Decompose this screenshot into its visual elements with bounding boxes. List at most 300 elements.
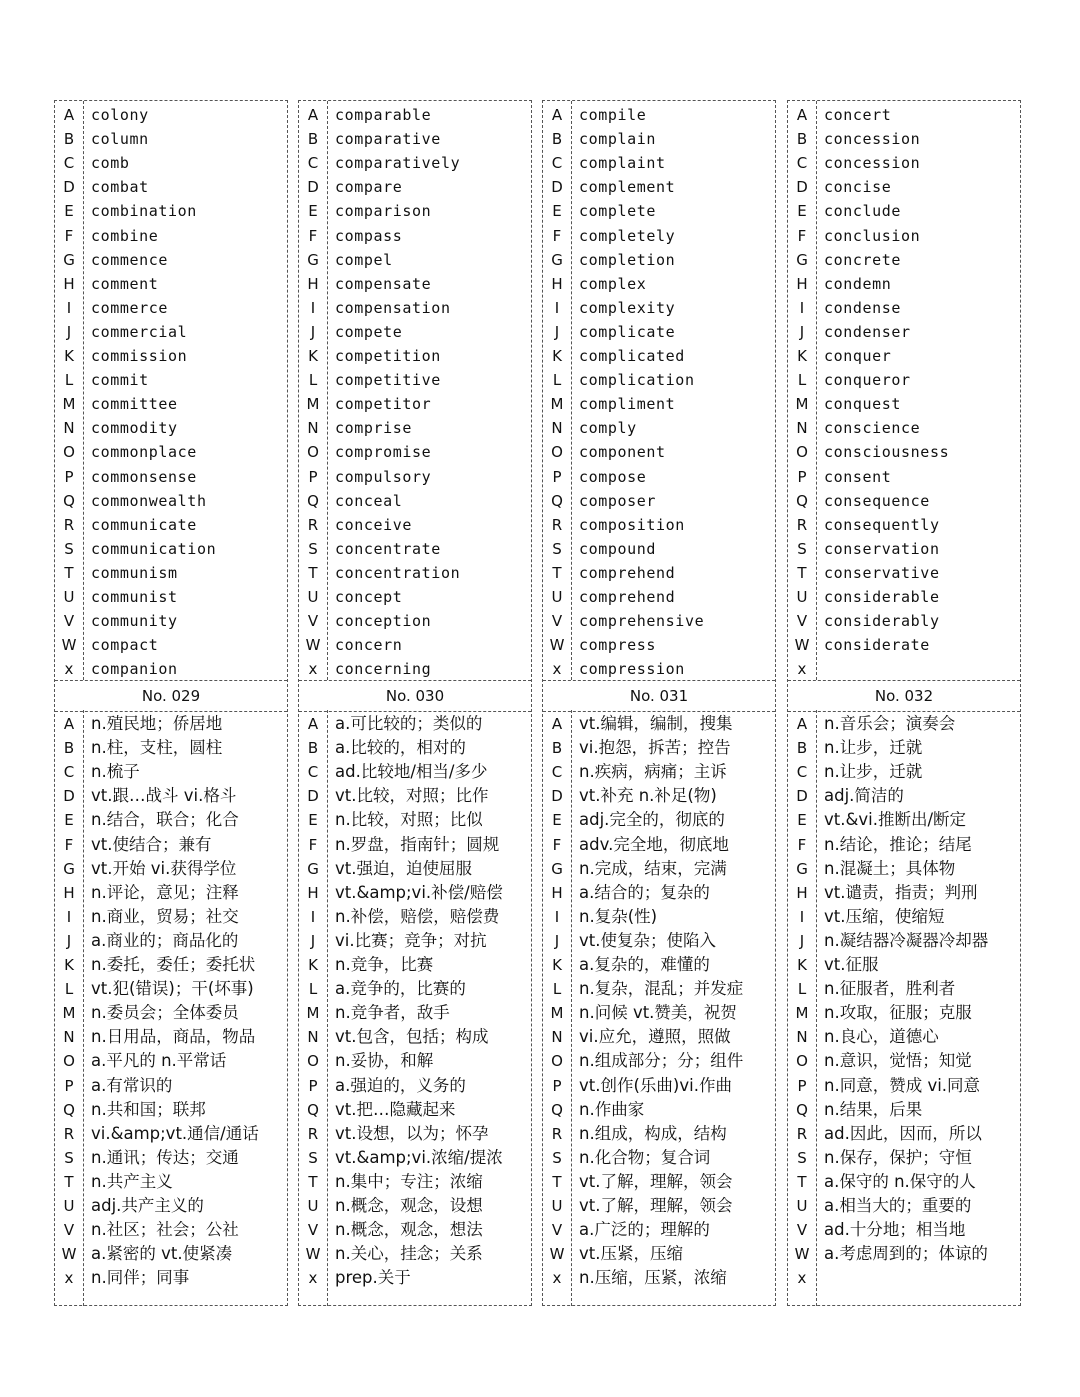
row-letter: T bbox=[552, 563, 562, 582]
word-row bbox=[299, 320, 531, 344]
definition-row bbox=[55, 881, 287, 905]
word-row bbox=[55, 633, 287, 657]
word-row bbox=[543, 272, 775, 296]
english-word: complaint bbox=[579, 154, 666, 173]
row-letter: K bbox=[552, 347, 562, 365]
row-letter: F bbox=[308, 835, 318, 854]
word-row bbox=[788, 151, 1020, 175]
row-letter: B bbox=[63, 739, 75, 758]
row-letter: I bbox=[66, 907, 72, 926]
english-word: concession bbox=[824, 130, 921, 149]
definition-row bbox=[543, 1074, 775, 1098]
chinese-definition: n.压缩，压紧，浓缩 bbox=[579, 1268, 727, 1288]
row-letter: E bbox=[308, 202, 318, 221]
row-letter: N bbox=[796, 1028, 808, 1047]
row-letter: D bbox=[63, 178, 75, 197]
definition-list bbox=[299, 710, 531, 1306]
row-letter: C bbox=[551, 154, 563, 173]
word-row bbox=[55, 103, 287, 127]
row-letter: S bbox=[308, 1148, 318, 1167]
definition-row bbox=[299, 784, 531, 808]
english-word: comparatively bbox=[335, 154, 461, 173]
row-letter: A bbox=[796, 715, 808, 733]
english-word: commission bbox=[91, 347, 188, 365]
row-letter: N bbox=[307, 1028, 319, 1047]
english-word: compression bbox=[579, 660, 685, 679]
english-word: compliment bbox=[579, 395, 676, 414]
row-letter: T bbox=[64, 563, 74, 582]
english-word: concentrate bbox=[335, 539, 441, 558]
definition-row bbox=[543, 1098, 775, 1122]
row-letter: G bbox=[551, 859, 563, 878]
english-word: combat bbox=[91, 178, 149, 197]
word-row bbox=[788, 657, 1020, 681]
row-letter: T bbox=[797, 563, 807, 582]
english-word: concession bbox=[824, 154, 921, 173]
row-letter: V bbox=[551, 612, 563, 631]
definition-row bbox=[55, 712, 287, 736]
definition-list bbox=[788, 710, 1020, 1306]
row-letter: P bbox=[552, 1076, 562, 1095]
english-word: commonsense bbox=[91, 467, 197, 486]
word-row bbox=[788, 561, 1020, 585]
row-letter: F bbox=[552, 835, 562, 854]
chinese-definition: a.强迫的，义务的 bbox=[335, 1075, 466, 1095]
row-letter: P bbox=[64, 1076, 74, 1095]
english-word: consequence bbox=[824, 491, 930, 510]
row-letter: O bbox=[63, 443, 75, 462]
definition-row bbox=[55, 1025, 287, 1049]
definition-row bbox=[299, 1122, 531, 1146]
chinese-definition: n.日用品，商品，物品 bbox=[91, 1027, 256, 1047]
chinese-definition: a.比较的，相对的 bbox=[335, 738, 466, 758]
english-word: compel bbox=[335, 250, 393, 269]
word-row bbox=[299, 224, 531, 248]
row-letter: I bbox=[799, 907, 805, 926]
chinese-definition: n.商业，贸易；社交 bbox=[91, 906, 239, 926]
row-letter: A bbox=[551, 715, 563, 733]
word-row bbox=[55, 127, 287, 151]
word-row bbox=[299, 657, 531, 681]
chinese-definition: n.同伴；同事 bbox=[91, 1268, 190, 1288]
chinese-definition: n.集中；专注；浓缩 bbox=[335, 1171, 483, 1191]
chinese-definition: vt.&amp;vi.补偿/赔偿 bbox=[335, 882, 503, 902]
english-word: comprise bbox=[335, 419, 413, 438]
word-row bbox=[788, 585, 1020, 609]
word-row bbox=[299, 127, 531, 151]
chinese-definition: n.竞争者，敌手 bbox=[335, 1003, 450, 1023]
definition-row bbox=[543, 808, 775, 832]
word-row bbox=[543, 465, 775, 489]
word-row bbox=[55, 489, 287, 513]
chinese-definition: n.征服者，胜利者 bbox=[824, 979, 956, 999]
definition-row bbox=[788, 833, 1020, 857]
definition-row bbox=[55, 905, 287, 929]
row-letter: R bbox=[307, 515, 319, 534]
definition-row bbox=[299, 736, 531, 760]
row-letter: D bbox=[63, 787, 75, 806]
panel-number: No. 032 bbox=[788, 680, 1020, 712]
word-row bbox=[543, 344, 775, 368]
english-word: component bbox=[579, 443, 666, 462]
word-row bbox=[543, 127, 775, 151]
chinese-definition: vt.补充 n.补足(物) bbox=[579, 786, 717, 806]
english-word: commercial bbox=[91, 322, 188, 341]
chinese-definition: n.结果，后果 bbox=[824, 1099, 923, 1119]
chinese-definition: n.比较，对照；比似 bbox=[335, 810, 483, 830]
chinese-definition: vt.犯(错误)；干(坏事) bbox=[91, 979, 254, 999]
english-word: competition bbox=[335, 347, 441, 365]
definition-row bbox=[543, 833, 775, 857]
english-word: comment bbox=[91, 274, 159, 293]
definition-row bbox=[788, 1098, 1020, 1122]
row-letter: R bbox=[63, 1124, 75, 1143]
definition-row bbox=[299, 760, 531, 784]
vocab-panel bbox=[298, 100, 532, 1306]
definition-row bbox=[788, 881, 1020, 905]
word-row bbox=[299, 175, 531, 199]
definition-row bbox=[55, 1049, 287, 1073]
english-word: concise bbox=[824, 178, 892, 197]
definition-row bbox=[788, 929, 1020, 953]
chinese-definition: n.社区；社会；公社 bbox=[91, 1220, 239, 1240]
english-word: considerable bbox=[824, 588, 940, 606]
definition-row bbox=[788, 736, 1020, 760]
row-letter: O bbox=[551, 1052, 563, 1071]
row-letter: H bbox=[551, 274, 563, 293]
english-word: community bbox=[91, 612, 178, 631]
row-letter: L bbox=[552, 371, 562, 390]
word-row bbox=[55, 224, 287, 248]
row-letter: C bbox=[63, 154, 75, 173]
definition-row bbox=[788, 760, 1020, 784]
english-word: compose bbox=[579, 467, 647, 486]
english-word: compensate bbox=[335, 274, 432, 293]
row-letter: S bbox=[552, 1148, 562, 1167]
row-letter: I bbox=[554, 907, 560, 926]
english-word: concentration bbox=[335, 563, 461, 582]
word-row bbox=[299, 368, 531, 392]
chinese-definition: n.意识，觉悟；知觉 bbox=[824, 1051, 972, 1071]
row-letter: H bbox=[796, 883, 808, 902]
chinese-definition: n.通讯；传达；交通 bbox=[91, 1147, 239, 1167]
row-letter: O bbox=[796, 1052, 808, 1071]
word-row bbox=[55, 465, 287, 489]
chinese-definition: n.复杂(性) bbox=[579, 906, 658, 926]
chinese-definition: a.平凡的 n.平常话 bbox=[91, 1051, 227, 1071]
word-row bbox=[55, 151, 287, 175]
english-word: commence bbox=[91, 250, 169, 269]
definition-row bbox=[788, 712, 1020, 736]
row-letter: D bbox=[796, 178, 808, 197]
row-letter: T bbox=[308, 1172, 318, 1191]
word-row bbox=[543, 585, 775, 609]
vocab-panel bbox=[542, 100, 776, 1306]
english-word: complex bbox=[579, 274, 647, 293]
chinese-definition: n.组成，构成，结构 bbox=[579, 1123, 727, 1143]
chinese-definition: n.妥协，和解 bbox=[335, 1051, 434, 1071]
english-word: communication bbox=[91, 539, 217, 558]
chinese-definition: n.关心，挂念；关系 bbox=[335, 1244, 483, 1264]
row-letter: C bbox=[796, 763, 808, 782]
english-word: commonplace bbox=[91, 443, 197, 462]
chinese-definition: n.音乐会；演奏会 bbox=[824, 714, 956, 733]
definition-row bbox=[543, 784, 775, 808]
english-word: companion bbox=[91, 660, 178, 679]
english-word: concert bbox=[824, 106, 892, 124]
definition-row bbox=[543, 1242, 775, 1266]
row-letter: I bbox=[310, 298, 316, 317]
row-letter: W bbox=[794, 1245, 810, 1264]
row-letter: I bbox=[66, 298, 72, 317]
chinese-definition: adv.完全地，彻底地 bbox=[579, 834, 729, 854]
chinese-definition: adj.简洁的 bbox=[824, 786, 904, 806]
row-letter: J bbox=[799, 931, 805, 950]
english-word: communism bbox=[91, 563, 178, 582]
definition-row bbox=[299, 1049, 531, 1073]
chinese-definition: vt.跟…战斗 vi.格斗 bbox=[91, 786, 237, 806]
row-letter: P bbox=[797, 467, 807, 486]
row-letter: O bbox=[63, 1052, 75, 1071]
word-row bbox=[55, 344, 287, 368]
word-row bbox=[543, 296, 775, 320]
definition-row bbox=[55, 1194, 287, 1218]
word-row bbox=[55, 296, 287, 320]
chinese-definition: n.凝结器冷凝器冷却器 bbox=[824, 930, 989, 950]
chinese-definition: n.良心，道德心 bbox=[824, 1027, 939, 1047]
row-letter: I bbox=[554, 298, 560, 317]
definition-row bbox=[543, 1122, 775, 1146]
english-word: column bbox=[91, 130, 149, 149]
definition-row bbox=[543, 1049, 775, 1073]
chinese-definition: n.完成，结束，完满 bbox=[579, 858, 727, 878]
row-letter: E bbox=[552, 811, 562, 830]
row-letter: V bbox=[63, 612, 75, 631]
definition-row bbox=[299, 977, 531, 1001]
definition-row bbox=[299, 857, 531, 881]
english-word: conquer bbox=[824, 347, 892, 365]
english-word: compass bbox=[335, 226, 403, 245]
english-word: commonwealth bbox=[91, 491, 207, 510]
chinese-definition: n.竞争，比赛 bbox=[335, 955, 434, 974]
row-letter: B bbox=[551, 739, 563, 758]
english-word: consequently bbox=[824, 515, 940, 534]
english-word: committee bbox=[91, 395, 178, 414]
vocab-panel bbox=[54, 100, 288, 1306]
english-word: completion bbox=[579, 250, 676, 269]
row-letter: D bbox=[551, 178, 563, 197]
row-letter: S bbox=[797, 1148, 807, 1167]
row-letter: E bbox=[797, 202, 807, 221]
definition-row bbox=[543, 881, 775, 905]
chinese-definition: ad.十分地；相当地 bbox=[824, 1220, 966, 1240]
row-letter: M bbox=[795, 395, 809, 414]
english-word: concerning bbox=[335, 660, 432, 679]
chinese-definition: a.可比较的；类似的 bbox=[335, 714, 483, 733]
word-row bbox=[788, 489, 1020, 513]
word-row bbox=[55, 175, 287, 199]
english-word: conscience bbox=[824, 419, 921, 438]
chinese-definition: n.攻取，征服；克服 bbox=[824, 1003, 972, 1023]
row-letter: F bbox=[797, 835, 807, 854]
word-row bbox=[299, 609, 531, 633]
row-letter: V bbox=[307, 612, 319, 631]
panel-number: No. 031 bbox=[543, 680, 775, 712]
row-letter: U bbox=[63, 588, 75, 606]
definition-row bbox=[788, 953, 1020, 977]
chinese-definition: a.紧密的 vt.使紧凑 bbox=[91, 1244, 233, 1264]
definition-row bbox=[55, 1242, 287, 1266]
chinese-definition: n.复杂，混乱；并发症 bbox=[579, 979, 744, 999]
word-row bbox=[788, 199, 1020, 223]
english-word: compile bbox=[579, 106, 647, 124]
english-word: conqueror bbox=[824, 371, 911, 390]
row-letter: W bbox=[305, 636, 321, 655]
word-row bbox=[788, 127, 1020, 151]
english-word: complexity bbox=[579, 298, 676, 317]
word-row bbox=[55, 368, 287, 392]
row-letter: S bbox=[308, 539, 318, 558]
chinese-definition: n.概念，观念，想法 bbox=[335, 1220, 483, 1240]
word-row bbox=[299, 465, 531, 489]
english-word: competitor bbox=[335, 395, 432, 414]
chinese-definition: n.委托，委任；委托状 bbox=[91, 955, 256, 974]
chinese-definition: vt.设想，以为；怀孕 bbox=[335, 1123, 489, 1143]
row-letter: N bbox=[63, 419, 75, 438]
chinese-definition: n.委员会；全体委员 bbox=[91, 1003, 239, 1023]
english-word: comparative bbox=[335, 130, 441, 149]
word-row bbox=[55, 537, 287, 561]
definition-row bbox=[55, 1122, 287, 1146]
definition-row bbox=[55, 1001, 287, 1025]
row-letter: Q bbox=[307, 1100, 319, 1119]
chinese-definition: vi.抱怨，拆苦；控告 bbox=[579, 738, 731, 758]
english-word: compare bbox=[335, 178, 403, 197]
chinese-definition: adj.完全的，彻底的 bbox=[579, 810, 725, 830]
word-row bbox=[543, 633, 775, 657]
word-row bbox=[543, 609, 775, 633]
row-letter: U bbox=[796, 1197, 808, 1215]
definition-row bbox=[543, 929, 775, 953]
english-word: complete bbox=[579, 202, 657, 221]
row-letter: P bbox=[308, 467, 318, 486]
chinese-definition: vt.把…隐藏起来 bbox=[335, 1099, 456, 1119]
word-row bbox=[788, 224, 1020, 248]
definition-row bbox=[543, 1170, 775, 1194]
row-letter: F bbox=[64, 835, 74, 854]
definition-row bbox=[55, 808, 287, 832]
word-row bbox=[55, 248, 287, 272]
word-row bbox=[299, 392, 531, 416]
english-word: complicated bbox=[579, 347, 685, 365]
definition-row bbox=[55, 1266, 287, 1290]
definition-row bbox=[55, 929, 287, 953]
chinese-definition: n.共和国；联邦 bbox=[91, 1099, 206, 1119]
word-row bbox=[55, 416, 287, 440]
chinese-definition: n.评论，意见；注释 bbox=[91, 882, 239, 902]
word-row bbox=[543, 440, 775, 464]
english-word: communicate bbox=[91, 515, 197, 534]
row-letter: R bbox=[551, 515, 563, 534]
chinese-definition: n.补偿，赔偿，赔偿费 bbox=[335, 906, 500, 926]
word-row bbox=[55, 561, 287, 585]
row-letter: V bbox=[796, 1221, 808, 1240]
definition-row bbox=[543, 1266, 775, 1290]
row-letter: H bbox=[63, 274, 75, 293]
row-letter: E bbox=[797, 811, 807, 830]
chinese-definition: vt.&vi.推断出/断定 bbox=[824, 810, 966, 830]
row-letter: S bbox=[552, 539, 562, 558]
row-letter: x bbox=[552, 660, 562, 679]
word-list bbox=[788, 103, 1020, 680]
row-letter: C bbox=[307, 763, 319, 782]
row-letter: K bbox=[64, 956, 74, 974]
row-letter: C bbox=[796, 154, 808, 173]
row-letter: M bbox=[550, 1004, 564, 1023]
chinese-definition: ad.比较地/相当/多少 bbox=[335, 762, 488, 782]
row-letter: L bbox=[552, 980, 562, 999]
word-list bbox=[55, 103, 287, 680]
row-letter: J bbox=[554, 931, 560, 950]
row-letter: N bbox=[551, 419, 563, 438]
row-letter: W bbox=[549, 636, 565, 655]
word-row bbox=[55, 392, 287, 416]
chinese-definition: vt.了解，理解，领会 bbox=[579, 1171, 733, 1191]
definition-row bbox=[543, 1025, 775, 1049]
row-letter: V bbox=[63, 1221, 75, 1240]
row-letter: V bbox=[307, 1221, 319, 1240]
english-word: comply bbox=[579, 419, 637, 438]
chinese-definition: vt.创作(乐曲)vi.作曲 bbox=[579, 1075, 732, 1095]
definition-list bbox=[55, 710, 287, 1306]
row-letter: G bbox=[63, 250, 75, 269]
word-row bbox=[299, 296, 531, 320]
chinese-definition: vt.强迫，迫使屈服 bbox=[335, 858, 472, 878]
row-letter: I bbox=[799, 298, 805, 317]
definition-row bbox=[788, 1218, 1020, 1242]
definition-row bbox=[55, 977, 287, 1001]
definition-row bbox=[543, 1146, 775, 1170]
chinese-definition: a.竞争的，比赛的 bbox=[335, 979, 466, 999]
definition-row bbox=[788, 1049, 1020, 1073]
row-letter: G bbox=[796, 859, 808, 878]
chinese-definition: n.问候 vt.赞美，祝贺 bbox=[579, 1003, 737, 1023]
english-word: condemn bbox=[824, 274, 892, 293]
word-row bbox=[299, 585, 531, 609]
definition-row bbox=[299, 1001, 531, 1025]
definition-row bbox=[788, 1146, 1020, 1170]
row-letter: U bbox=[551, 588, 563, 606]
row-letter: T bbox=[64, 1172, 74, 1191]
row-letter: O bbox=[796, 443, 808, 462]
definition-row bbox=[788, 857, 1020, 881]
word-row bbox=[543, 248, 775, 272]
row-letter: P bbox=[797, 1076, 807, 1095]
chinese-definition: vt.开始 vi.获得学位 bbox=[91, 858, 237, 878]
row-letter: A bbox=[796, 106, 808, 124]
definition-row bbox=[299, 953, 531, 977]
chinese-definition: vt.压缩，使缩短 bbox=[824, 906, 945, 926]
row-letter: x bbox=[797, 1269, 807, 1288]
row-letter: W bbox=[61, 636, 77, 655]
definition-row bbox=[788, 1170, 1020, 1194]
word-row bbox=[788, 248, 1020, 272]
row-letter: Q bbox=[796, 1100, 808, 1119]
row-letter: M bbox=[62, 1004, 76, 1023]
chinese-definition: adj.共产主义的 bbox=[91, 1196, 204, 1215]
word-row bbox=[543, 657, 775, 681]
row-letter: S bbox=[797, 539, 807, 558]
